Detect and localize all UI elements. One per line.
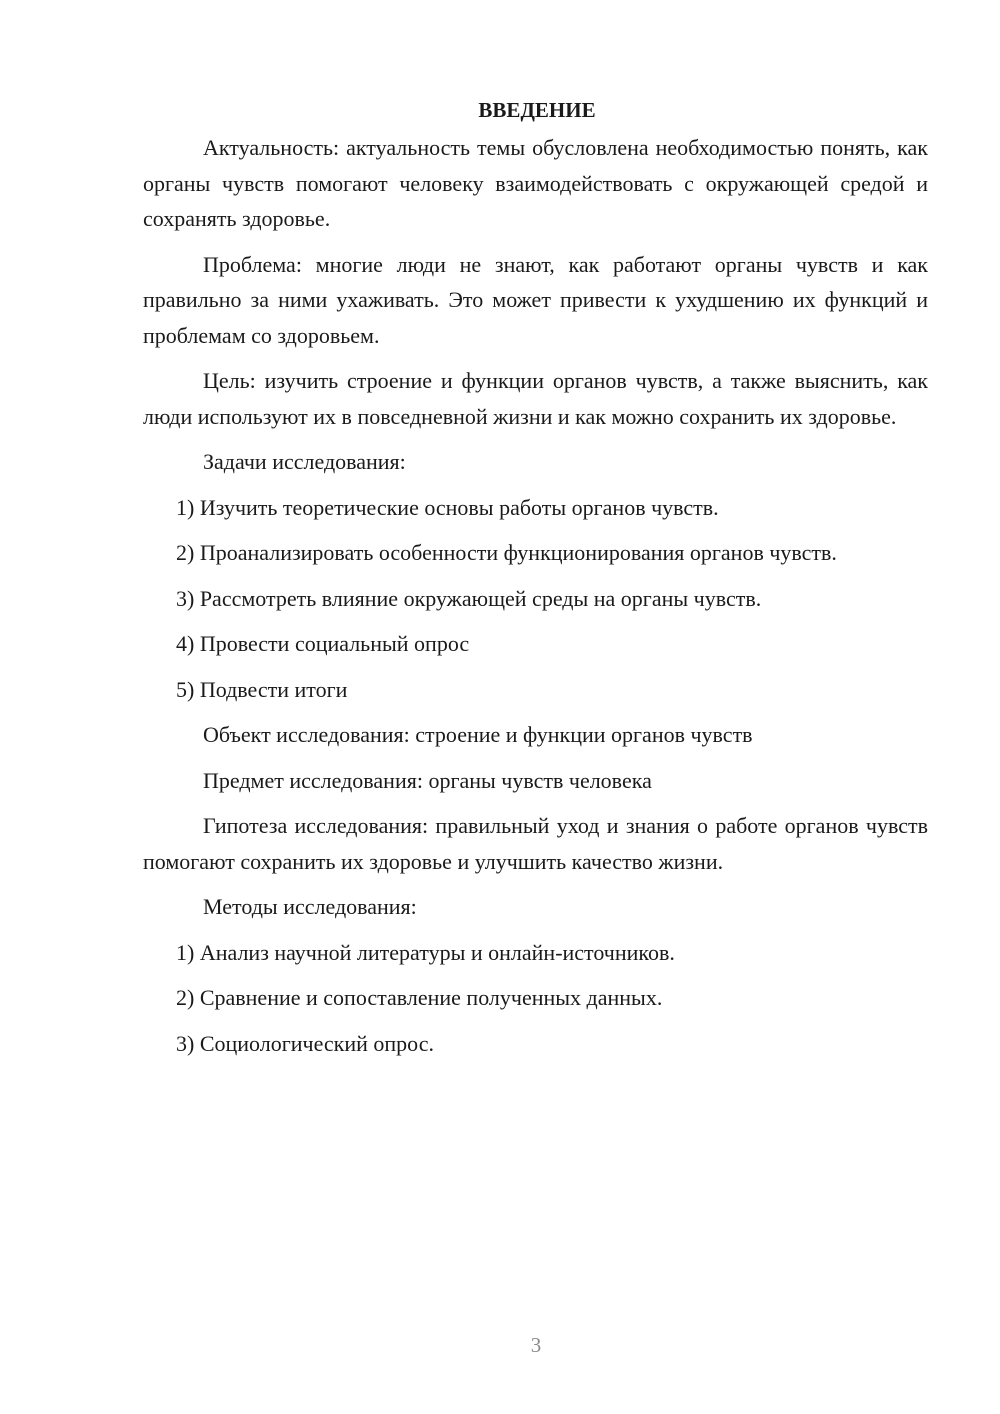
method-item: 2) Сравнение и сопоставление полученных данных.: [176, 985, 663, 1010]
task-item: 1) Изучить теоретические основы работы органов чувств.: [176, 494, 719, 520]
method-item: 1) Анализ научной литературы и онлайн-источников.: [176, 939, 675, 965]
task-item: 3) Рассмотреть влияние окружающей среды на органы чувств.: [176, 585, 762, 611]
task-item: 2) Проанализировать особенности функционирования органов чувств.: [176, 540, 837, 565]
goal-paragraph: Цель: изучить строение и функции органов чувств, а также выяснить, как люди используют их в повседневной жизни и как можно сохранить их здоровье.: [143, 368, 928, 429]
section-title: ВВЕДЕНИЕ: [478, 98, 596, 122]
research-subject: Предмет исследования: органы чувств человека: [203, 767, 652, 793]
relevance-paragraph: Актуальность: актуальность темы обусловлена необходимостью понять, как органы чувств помогают человеку взаимодействовать с окружающей средой и сохранять здоровье.: [143, 135, 928, 231]
method-item: 3) Социологический опрос.: [176, 1030, 434, 1056]
task-item: 4) Провести социальный опрос: [176, 631, 470, 656]
document-page: [143, 92, 928, 1071]
page-number: 3: [530, 1333, 542, 1357]
research-object: Объект исследования: строение и функции органов чувств: [203, 722, 753, 747]
task-item: 5) Подвести итоги: [176, 676, 348, 702]
hypothesis-paragraph: Гипотеза исследования: правильный уход и знания о работе органов чувств помогают сохранить их здоровье и улучшить качество жизни.: [143, 813, 928, 874]
tasks-heading: Задачи исследования:: [203, 449, 406, 474]
methods-heading: Методы исследования:: [203, 894, 417, 919]
problem-paragraph: Проблема: многие люди не знают, как работают органы чувств и как правильно за ними ухаживать. Это может привести к ухудшению их функций и проблемам со здоровьем.: [143, 251, 928, 348]
